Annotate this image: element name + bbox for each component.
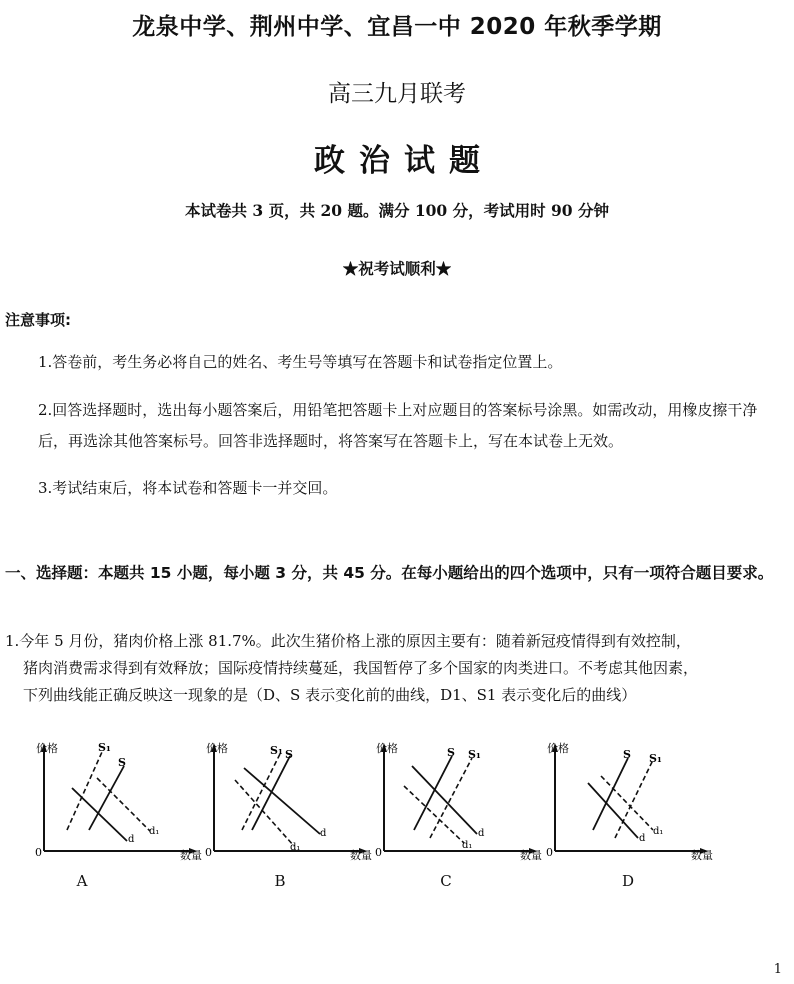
section-1-title: 一、选择题：本题共 15 小题，每小题 3 分，共 45 分。在每小题给出的四个选项中，只有一项符合题目要求。 — [5, 564, 774, 582]
curve-label-d1: d₁ — [149, 826, 160, 837]
option-label-c: C — [440, 872, 452, 890]
curve-label-d: d — [320, 828, 327, 839]
graph-b — [202, 738, 382, 863]
origin-label: 0 — [375, 846, 382, 859]
curve-label-d1: d₁ — [290, 842, 301, 853]
quantity-label: 数量 — [520, 849, 542, 862]
question-1-line-3: 下列曲线能正确反映这一现象的是（D、S 表示变化前的曲线，D1、S1 表示变化后的曲线） — [23, 686, 637, 704]
question-1-line-2: 猪肉消费需求得到有效释放；国际疫情持续蔓延，我国暂停了多个国家的肉类进口。不考虑其他因素， — [23, 659, 699, 677]
exam-info: 本试卷共 3 页，共 20 题。满分 100 分，考试用时 90 分钟 — [185, 201, 609, 220]
curve-label-d1: d₁ — [653, 826, 664, 837]
origin-label: 0 — [546, 846, 553, 859]
curve-label-s1: S₁ — [468, 748, 481, 761]
graph-c — [372, 738, 552, 863]
option-label-b: B — [274, 872, 286, 890]
graph-d — [543, 738, 723, 863]
page-number: 1 — [773, 962, 782, 977]
note-item-1: 1.答卷前，考生务必将自己的姓名、考生号等填写在答题卡和试卷指定位置上。 — [38, 353, 563, 371]
curve-label-s1: S₁ — [649, 752, 662, 765]
option-label-a: A — [76, 872, 88, 890]
curve-label-d: d — [478, 828, 485, 839]
curve-label-s: S — [447, 746, 455, 759]
origin-label: 0 — [205, 846, 212, 859]
subject-title: 政治试题 — [314, 143, 494, 179]
quantity-label: 数量 — [691, 849, 713, 862]
curve-label-s: S — [285, 748, 293, 761]
curve-label-d: d — [639, 833, 646, 844]
graph-a — [32, 738, 212, 863]
curve-label-s1: S₁ — [270, 744, 283, 757]
school-title: 龙泉中学、荆州中学、宜昌一中 2020 年秋季学期 — [132, 14, 662, 40]
quantity-label: 数量 — [350, 849, 372, 862]
question-1 — [5, 628, 765, 709]
curve-label-s: S — [118, 756, 126, 769]
curve-label-s1: S₁ — [98, 741, 111, 754]
curve-label-d1: d₁ — [462, 840, 473, 851]
price-label: 价格 — [547, 742, 569, 755]
price-label: 价格 — [36, 742, 58, 755]
notes-heading: 注意事项: — [5, 311, 71, 329]
curve-label-s: S — [623, 748, 631, 761]
exam-title: 高三九月联考 — [328, 81, 466, 107]
curve-label-d: d — [128, 834, 135, 845]
price-label: 价格 — [206, 742, 228, 755]
option-label-d: D — [621, 872, 635, 890]
price-label: 价格 — [376, 742, 398, 755]
note-item-3: 3.考试结束后，将本试卷和答题卡一并交回。 — [38, 479, 338, 497]
good-luck-line: ★祝考试顺利★ — [342, 259, 452, 278]
question-1-line-1: 1.今年 5 月份，猪肉价格上涨 81.7%。此次生猪价格上涨的原因主要有：随着新冠疫情得到有效控制， — [5, 632, 691, 650]
origin-label: 0 — [35, 846, 42, 859]
quantity-label: 数量 — [180, 849, 202, 862]
note-item-2: 2.回答选择题时，选出每小题答案后，用铅笔把答题卡上对应题目的答案标号涂黑。如需改动，用橡皮擦干净后，再选涂其他答案标号。回答非选择题时，将答案写在答题卡上，写在本试卷上无效。 — [38, 401, 758, 450]
